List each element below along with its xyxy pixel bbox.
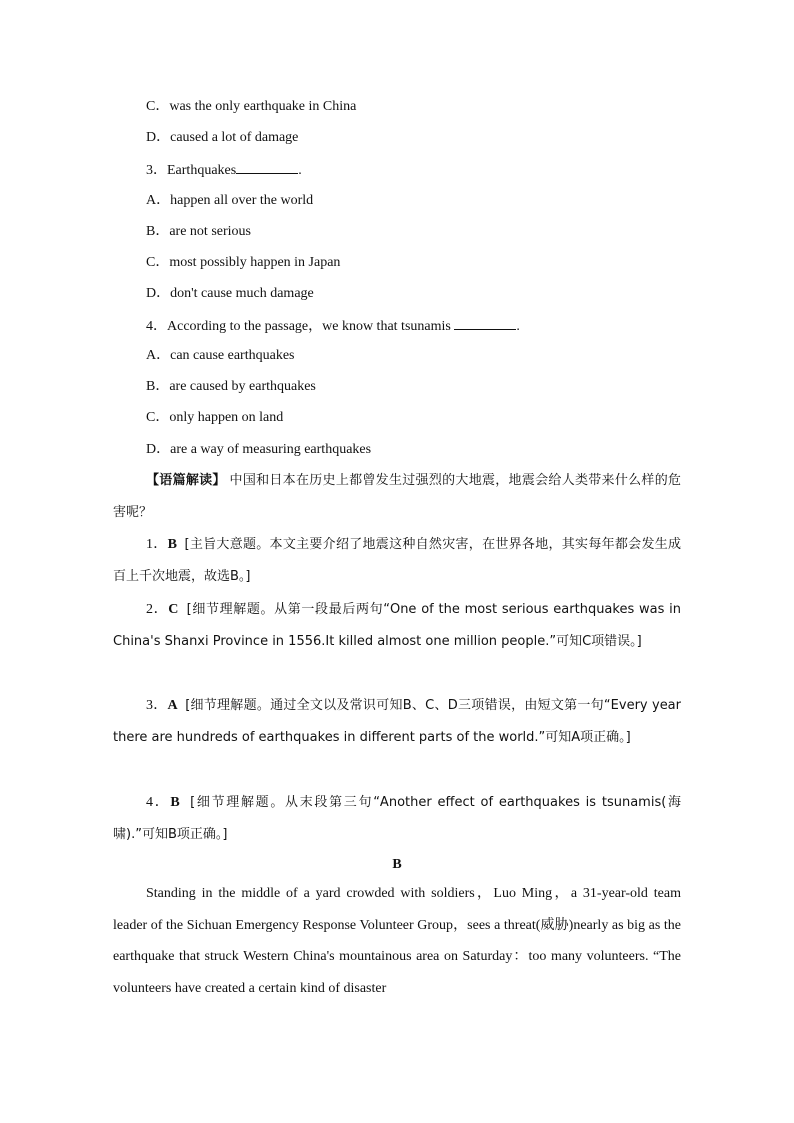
option-4d: D．are a way of measuring earthquakes: [146, 442, 372, 457]
answer-1-explanation: [主旨大意题。本文主要介绍了地震这种自然灾害，在世界各地，其实每年都会发生成百上千次地震，故选B。]: [113, 537, 682, 584]
option-2c: C．was the only earthquake in China: [146, 99, 357, 114]
answer-blank: [454, 315, 516, 330]
answer-4-choice: B: [170, 795, 180, 810]
answer-4-number: 4．: [146, 795, 171, 810]
answer-4-explanation: [细节理解题。从末段第三句“Another effect of earthquakes is tsunamis(海啸).”可知B项正确。]: [113, 795, 681, 842]
answer-3: [113, 690, 681, 753]
option-4b: B．are caused by earthquakes: [146, 379, 316, 394]
passage-b-text: Standing in the middle of a yard crowded with soldiers，Luo Ming，a 31-year-old team leader of the Sichuan Emergency Response Volunteer Group，sees a threat(威胁)nearly as big as the earthquake that struck Western China's mountainous area on Saturday：too many volunteers. “The volunteers have created a certain kind of disaster: [113, 886, 681, 996]
answer-blank: [236, 159, 298, 174]
option-2d: D．caused a lot of damage: [146, 130, 299, 145]
question-4-stem: 4．According to the passage，we know that tsunamis: [146, 319, 455, 334]
answer-1-choice: B: [167, 537, 177, 552]
question-3: [146, 159, 302, 181]
answer-3-explanation: [细节理解题。通过全文以及常识可知B、C、D三项错误，由短文第一句“Every year there are hundreds of earthquakes in different parts of the world.”可知A项正确。]: [113, 698, 681, 745]
answer-2-explanation: [细节理解题。从第一段最后两句“One of the most serious earthquakes was in China's Shanxi Province in 1556.It killed almost one million people.”可知C项错误。]: [113, 602, 681, 649]
question-3-stem-end: .: [298, 163, 302, 178]
answer-2-choice: C: [168, 602, 179, 617]
option-3c: C．most possibly happen in Japan: [146, 255, 341, 270]
answer-2-number: 2．: [146, 602, 169, 617]
question-3-stem: 3．Earthquakes: [146, 163, 237, 178]
answer-1: [113, 529, 681, 592]
answer-2: [113, 594, 681, 657]
option-4c: C．only happen on land: [146, 410, 284, 425]
answer-3-choice: A: [167, 698, 178, 713]
option-3d: D．don't cause much damage: [146, 286, 314, 301]
analysis-intro-text: 中国和日本在历史上都曾发生过强烈的大地震，地震会给人类带来什么样的危害呢？: [113, 473, 681, 520]
answer-1-number: 1．: [146, 537, 168, 552]
option-3b: B．are not serious: [146, 224, 251, 239]
analysis-heading: 【语篇解读】: [146, 473, 226, 488]
option-3a: A．happen all over the world: [146, 193, 314, 208]
answer-3-number: 3．: [146, 698, 168, 713]
analysis-intro: [113, 465, 681, 528]
passage-b-heading: B: [392, 857, 402, 872]
question-4-stem-end: .: [516, 319, 520, 334]
answer-4: [113, 787, 681, 850]
question-4: [146, 315, 520, 337]
option-4a: A．can cause earthquakes: [146, 348, 295, 363]
